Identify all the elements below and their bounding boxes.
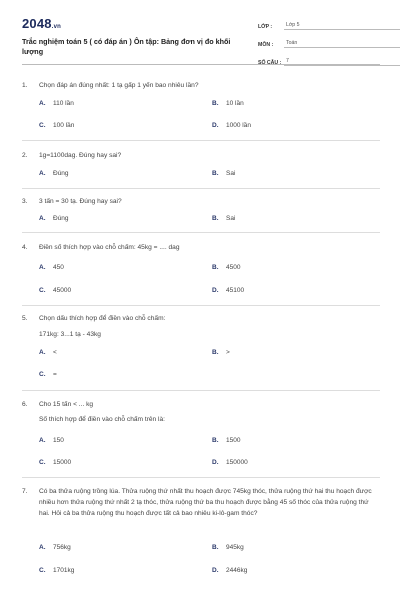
option-text: 110 lần (53, 100, 74, 107)
option-7b[interactable] (212, 544, 244, 551)
option-letter: A. (39, 544, 46, 551)
question-subtext: 171kg: 3...1 tạ - 43kg (39, 331, 101, 338)
question-number: 7. (22, 488, 28, 495)
option-letter: A. (39, 264, 46, 271)
option-letter: C. (39, 287, 46, 294)
option-5c[interactable] (39, 371, 57, 378)
option-text: 1500 (226, 437, 241, 444)
option-text: 45000 (53, 287, 72, 294)
option-letter: A. (39, 100, 46, 107)
option-letter: B. (212, 264, 219, 271)
meta-subject-label: MÔN : (258, 42, 274, 48)
option-text: 100 lần (53, 122, 75, 129)
question-divider (22, 477, 380, 478)
option-letter: A. (39, 437, 46, 444)
option-text: 945kg (226, 544, 244, 551)
option-text: 450 (53, 264, 64, 271)
option-7c[interactable] (39, 567, 74, 574)
option-text: 45100 (226, 287, 245, 294)
option-5a[interactable] (39, 349, 57, 356)
option-letter: C. (39, 371, 46, 378)
option-text: 150000 (226, 459, 248, 466)
option-4a[interactable] (39, 264, 64, 271)
worksheet-title: Trắc nghiệm toán 5 ( có đáp án ) Ôn tập: Bảng đơn vị đo khối lượng (22, 37, 231, 56)
option-6d[interactable] (212, 459, 248, 466)
option-text: 10 lần (226, 100, 244, 107)
question-subtext: Số thích hợp để điền vào chỗ chấm trên là: (39, 416, 166, 423)
question-number: 1. (22, 82, 28, 89)
header-divider (22, 64, 380, 65)
question-text: Cho 15 tấn < ... kg (39, 401, 94, 408)
option-letter: D. (212, 122, 219, 129)
question-5 (22, 313, 380, 341)
option-7a[interactable] (39, 544, 71, 551)
question-text: Có ba thửa ruộng trồng lúa. Thửa ruộng thứ nhất thu hoạch được 745kg thóc, thửa ruộng thứ hai thu hoạch được nhiều hơn thửa ruộng thứ nhất 2 tạ thóc, thửa ruộng thứ ba thu hoạch được bằng 45 số thóc của thửa ruộng thứ hai. Hỏi cả ba thửa ruộng thu hoạch được tất cả bao nhiêu ki-lô-gam thóc? (39, 488, 372, 517)
question-number: 6. (22, 401, 28, 408)
meta-class-value: Lớp 5 (284, 22, 400, 30)
option-letter: D. (212, 287, 219, 294)
question-7 (22, 486, 380, 519)
meta-class-row (258, 18, 400, 30)
option-2b[interactable] (212, 170, 235, 177)
site-logo[interactable] (22, 16, 61, 31)
option-letter: B. (212, 100, 219, 107)
option-3a[interactable] (39, 215, 69, 222)
option-text: 1000 lần (226, 122, 251, 129)
option-1b[interactable] (212, 100, 244, 107)
meta-subject-value: Toán (284, 40, 400, 48)
option-letter: A. (39, 170, 46, 177)
option-1c[interactable] (39, 122, 74, 129)
option-text: 1701kg (53, 567, 75, 574)
question-text: 3 tấn = 30 tạ. Đúng hay sai? (39, 198, 122, 205)
option-text: Sai (226, 170, 236, 177)
option-3b[interactable] (212, 215, 235, 222)
option-4c[interactable] (39, 287, 71, 294)
meta-count-value: 7 (284, 58, 400, 66)
option-text: 15000 (53, 459, 72, 466)
question-divider (22, 390, 380, 391)
option-text: Sai (226, 215, 236, 222)
question-divider (22, 188, 380, 189)
option-letter: B. (212, 215, 219, 222)
option-4b[interactable] (212, 264, 240, 271)
worksheet-header (20, 14, 380, 74)
option-letter: C. (39, 567, 46, 574)
option-letter: C. (39, 459, 46, 466)
option-letter: B. (212, 544, 219, 551)
meta-subject-row (258, 36, 400, 48)
question-3 (22, 196, 380, 208)
option-1a[interactable] (39, 100, 74, 107)
option-letter: A. (39, 349, 46, 356)
option-letter: A. (39, 215, 46, 222)
meta-count-label: SỐ CÂU : (258, 60, 282, 66)
option-letter: C. (39, 122, 46, 129)
question-number: 4. (22, 244, 28, 251)
option-2a[interactable] (39, 170, 69, 177)
question-1 (22, 80, 380, 92)
option-1d[interactable] (212, 122, 251, 129)
question-text: Chọn dấu thích hợp để điền vào chỗ chấm: (39, 315, 166, 322)
question-text: 1g=1100dag. Đúng hay sai? (39, 152, 122, 159)
option-6b[interactable] (212, 437, 240, 444)
option-text: 4500 (226, 264, 241, 271)
option-text: Đúng (53, 215, 69, 222)
question-divider (22, 305, 380, 306)
option-letter: B. (212, 170, 219, 177)
option-5b[interactable] (212, 349, 230, 356)
option-text: 150 (53, 437, 64, 444)
question-2 (22, 150, 380, 162)
question-number: 3. (22, 198, 28, 205)
option-text: = (53, 371, 57, 378)
option-letter: B. (212, 437, 219, 444)
question-divider (22, 140, 380, 141)
option-text: Đúng (53, 170, 69, 177)
option-letter: D. (212, 567, 219, 574)
logo-suffix: .vn (51, 24, 62, 30)
question-6 (22, 399, 380, 426)
option-letter: B. (212, 349, 219, 356)
option-6a[interactable] (39, 437, 64, 444)
question-text: Chọn đáp án đúng nhất: 1 tạ gấp 1 yến bao nhiêu lần? (39, 82, 199, 89)
option-7d[interactable] (212, 567, 247, 574)
question-divider (22, 232, 380, 233)
option-text: > (226, 349, 230, 356)
option-letter: D. (212, 459, 219, 466)
option-4d[interactable] (212, 287, 244, 294)
option-6c[interactable] (39, 459, 71, 466)
question-number: 5. (22, 315, 28, 322)
meta-class-label: LỚP : (258, 24, 273, 30)
option-text: < (53, 349, 57, 356)
logo-text: 2048 (22, 16, 52, 31)
question-4 (22, 242, 380, 254)
option-text: 2446kg (226, 567, 248, 574)
option-text: 756kg (53, 544, 71, 551)
question-text: Điền số thích hợp vào chỗ chấm: 45kg = .... dag (39, 244, 180, 251)
question-number: 2. (22, 152, 28, 159)
